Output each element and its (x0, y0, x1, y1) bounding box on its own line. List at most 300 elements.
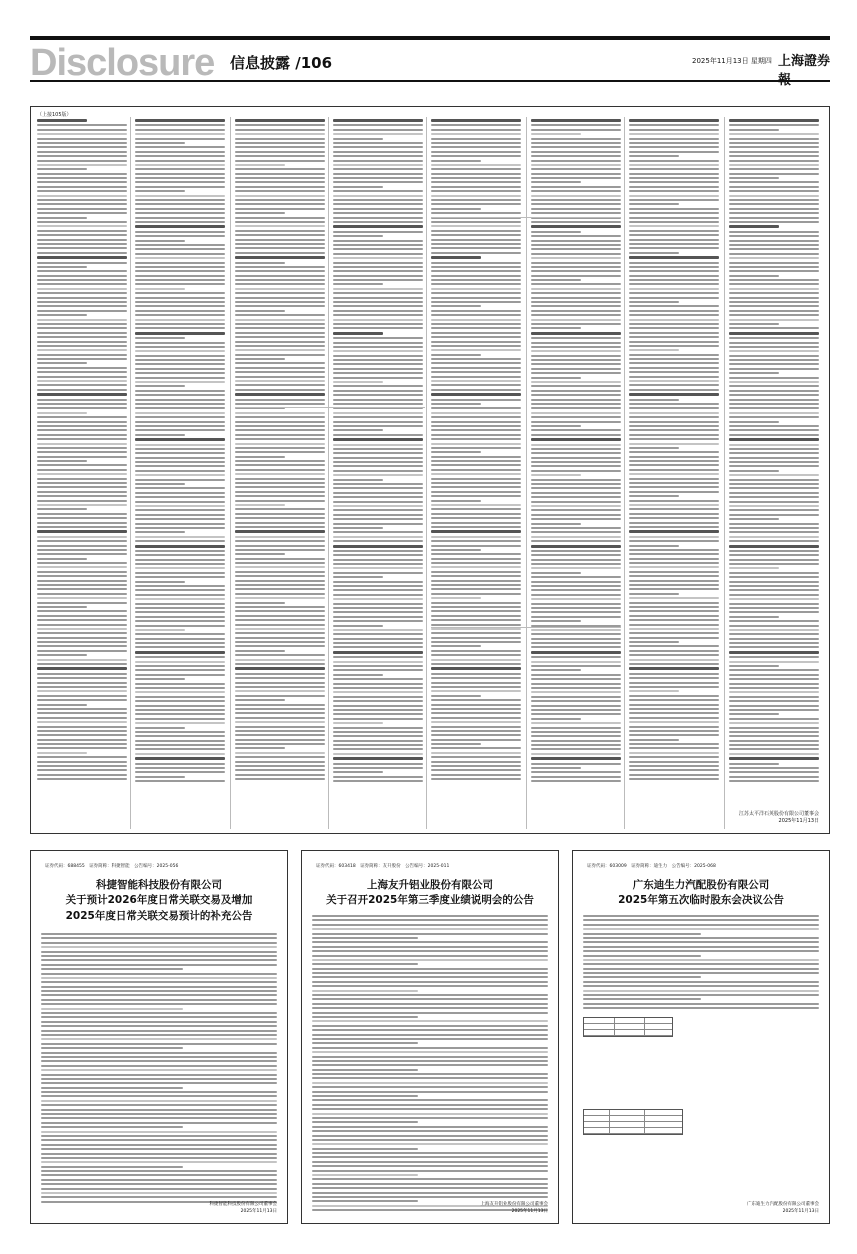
text-line (729, 416, 819, 418)
text-line (333, 638, 423, 640)
text-line (629, 119, 719, 122)
text-line (629, 730, 719, 732)
text-line (333, 496, 423, 498)
text-line (235, 597, 325, 599)
text-line (431, 756, 521, 758)
text-line (135, 740, 225, 742)
text-line (333, 550, 423, 552)
text-line (583, 985, 819, 987)
text-line (431, 606, 521, 608)
text-line (312, 919, 548, 921)
text-line (729, 638, 819, 640)
text-line (431, 447, 521, 449)
text-line (531, 195, 621, 197)
text-line (629, 438, 719, 440)
text-line (235, 181, 325, 183)
notice-title-line-2: 2025年度日常关联交易预计的补充公告 (65, 910, 253, 922)
text-line (629, 354, 719, 356)
text-line (333, 585, 423, 587)
text-line (37, 371, 127, 373)
text-line (729, 642, 819, 644)
text-line (235, 545, 325, 547)
text-line (531, 536, 621, 538)
text-line (333, 757, 423, 760)
text-line (629, 478, 719, 480)
text-line (729, 669, 819, 671)
text-line (312, 1056, 548, 1058)
text-line (431, 283, 521, 285)
text-line (629, 667, 719, 670)
text-line (629, 305, 719, 307)
text-line (333, 771, 383, 773)
text-line (729, 412, 819, 414)
text-line (37, 610, 127, 612)
column-divider (130, 117, 131, 829)
text-line (235, 354, 325, 356)
text-line (729, 390, 819, 392)
text-line (333, 119, 423, 122)
text-line (729, 151, 819, 153)
text-line (312, 1130, 548, 1132)
text-line (333, 731, 423, 733)
text-line (531, 687, 621, 689)
text-line (629, 778, 719, 780)
text-line (37, 619, 127, 621)
text-line (531, 651, 621, 654)
text-line (431, 173, 521, 175)
text-line (333, 186, 383, 188)
text-line (135, 607, 225, 609)
text-line (235, 726, 325, 728)
text-line (431, 522, 521, 524)
notice-signature (747, 1201, 819, 1215)
text-line (135, 705, 225, 707)
text-line (37, 164, 127, 166)
text-line (629, 412, 719, 414)
text-line (41, 1100, 277, 1102)
text-line (235, 297, 325, 299)
text-line (629, 358, 719, 360)
text-line (235, 650, 285, 652)
text-line (37, 508, 87, 510)
text-line (431, 500, 481, 502)
text-line (135, 452, 225, 454)
text-line (312, 941, 548, 943)
text-line (135, 363, 225, 365)
text-line (135, 554, 225, 556)
text-line (333, 212, 423, 214)
text-line (531, 531, 621, 533)
text-line (135, 138, 225, 140)
text-line (729, 399, 819, 401)
text-line (729, 425, 819, 427)
text-line (135, 177, 225, 179)
text-line (629, 247, 719, 249)
text-line (729, 337, 819, 339)
text-line (135, 283, 225, 285)
text-line (629, 699, 719, 701)
text-line (37, 186, 127, 188)
text-line (431, 734, 521, 736)
text-line (135, 412, 225, 414)
text-line (531, 257, 621, 259)
text-line (531, 425, 581, 427)
text-line (629, 464, 719, 466)
text-line (531, 394, 621, 396)
text-line (235, 522, 325, 524)
text-line (629, 575, 719, 577)
text-line (235, 619, 325, 621)
text-line (135, 483, 185, 485)
text-line (629, 151, 719, 153)
text-line (531, 763, 621, 765)
text-line (629, 164, 719, 166)
text-line (235, 256, 325, 259)
text-line (629, 686, 719, 688)
text-line (629, 628, 719, 630)
text-line (531, 674, 621, 676)
text-line (135, 164, 225, 166)
text-line (135, 505, 225, 507)
text-line (431, 429, 521, 431)
text-line (235, 208, 325, 210)
text-line (531, 585, 621, 587)
text-line (37, 545, 127, 547)
text-line (333, 523, 423, 525)
text-line (41, 1179, 277, 1181)
text-line (729, 394, 819, 396)
text-line (312, 1077, 548, 1079)
text-line (37, 243, 127, 245)
text-line (531, 540, 621, 542)
text-line (135, 407, 225, 409)
text-line (333, 603, 423, 605)
text-line (431, 336, 521, 338)
text-line (135, 656, 225, 658)
text-line (235, 456, 285, 458)
text-line (312, 1104, 548, 1106)
text-line (235, 486, 325, 488)
text-line (135, 479, 225, 481)
text-line (431, 354, 481, 356)
text-line (37, 562, 127, 564)
text-line (431, 588, 521, 590)
text-line (333, 381, 383, 383)
text-line (235, 500, 325, 502)
text-line (312, 1170, 548, 1172)
text-line (235, 199, 325, 201)
text-line (135, 523, 225, 525)
text-line (729, 434, 819, 436)
text-line (312, 1148, 418, 1150)
text-line (333, 776, 423, 778)
text-line (531, 465, 621, 467)
text-line (583, 950, 819, 952)
text-line (531, 359, 621, 361)
text-line (729, 429, 819, 431)
notice-yousheng (301, 850, 559, 1224)
text-line (135, 457, 225, 459)
text-line (583, 933, 701, 935)
text-line (135, 731, 225, 733)
text-line (629, 752, 719, 754)
text-line (135, 253, 225, 255)
text-line (431, 345, 521, 347)
text-line (629, 367, 719, 369)
text-line (41, 1139, 277, 1141)
text-line (41, 977, 277, 979)
text-line (135, 195, 225, 197)
text-line (629, 362, 719, 364)
text-line (312, 998, 548, 1000)
text-line (431, 212, 521, 214)
text-line (431, 721, 521, 723)
text-line (629, 540, 719, 542)
text-line (235, 677, 325, 679)
text-line (312, 1091, 548, 1093)
text-line (37, 292, 127, 294)
text-line (431, 486, 521, 488)
text-line (37, 327, 127, 329)
section-divider (431, 217, 621, 218)
text-line (312, 928, 548, 930)
text-line (431, 403, 481, 405)
text-line (235, 327, 325, 329)
text-line (235, 517, 325, 519)
text-line (729, 713, 779, 715)
notice-signature-date: 2025年11月13日 (782, 1209, 819, 1214)
text-line (431, 425, 521, 427)
text-line (135, 625, 225, 627)
text-line (37, 526, 127, 528)
text-line (135, 377, 225, 379)
text-line (135, 646, 225, 648)
text-line (37, 416, 127, 418)
text-line (629, 677, 719, 679)
text-line (235, 743, 325, 745)
text-line (37, 739, 127, 741)
text-line (135, 683, 225, 685)
text-line (431, 619, 521, 621)
text-line (583, 990, 819, 992)
text-line (333, 470, 423, 472)
text-line (333, 527, 383, 529)
text-line (312, 1095, 418, 1097)
text-line (333, 607, 423, 609)
text-line (629, 142, 719, 144)
text-line (37, 624, 127, 626)
text-line (729, 279, 819, 281)
text-line (629, 407, 719, 409)
text-line (135, 757, 225, 760)
text-line (333, 244, 423, 246)
text-line (135, 669, 225, 671)
text-line (729, 133, 819, 135)
text-line (333, 195, 423, 197)
text-line (531, 186, 621, 188)
text-line (235, 239, 325, 241)
text-line (531, 753, 621, 755)
text-line (531, 470, 621, 472)
text-line (37, 262, 127, 264)
text-line (312, 1108, 548, 1110)
text-line (41, 1192, 277, 1194)
text-line (729, 474, 819, 476)
text-line (312, 924, 548, 926)
text-line (235, 504, 285, 506)
column-divider (230, 117, 231, 829)
text-line (333, 305, 423, 307)
text-line (37, 747, 127, 749)
text-line (135, 199, 225, 201)
text-line (41, 1166, 183, 1168)
text-line (629, 597, 719, 599)
text-line (333, 217, 423, 219)
text-line (531, 181, 581, 183)
text-line (629, 230, 719, 232)
text-line (235, 164, 285, 166)
text-line (531, 523, 581, 525)
text-line (583, 941, 819, 943)
text-line (333, 540, 423, 542)
text-line (41, 933, 277, 935)
text-line (531, 661, 621, 663)
text-line (41, 1043, 277, 1045)
text-line (135, 776, 185, 778)
text-line (235, 266, 325, 268)
text-line (135, 661, 225, 663)
text-line (583, 998, 701, 1000)
text-line (235, 451, 325, 453)
text-line (333, 257, 423, 259)
text-line (333, 319, 423, 321)
text-line (531, 301, 621, 303)
text-line (135, 279, 225, 281)
text-line (729, 700, 819, 702)
text-line (235, 637, 325, 639)
text-line (41, 942, 277, 944)
text-line (235, 491, 325, 493)
text-line (583, 928, 819, 930)
text-line (333, 297, 423, 299)
text-line (431, 517, 521, 519)
text-line (729, 487, 819, 489)
text-line (531, 572, 581, 574)
text-line (531, 337, 621, 339)
text-line (729, 629, 819, 631)
text-line (531, 225, 621, 228)
text-line (431, 243, 521, 245)
text-line (312, 946, 548, 948)
text-line (135, 496, 225, 498)
text-line (431, 704, 521, 706)
text-line (629, 177, 719, 179)
masthead (30, 36, 831, 88)
text-line (37, 146, 127, 148)
column-divider (426, 117, 427, 829)
text-line (235, 389, 325, 391)
notice-body (41, 933, 277, 1205)
text-line (629, 380, 719, 382)
text-line (531, 332, 621, 335)
text-line (333, 514, 423, 516)
upper-signature-date: 2025年11月13日 (778, 818, 819, 824)
text-line (235, 283, 325, 285)
text-line (629, 460, 719, 462)
text-line (235, 310, 285, 312)
text-line (629, 349, 679, 351)
text-line (729, 705, 819, 707)
text-line (333, 248, 423, 250)
text-line (629, 619, 719, 621)
text-line (431, 508, 521, 510)
text-line (333, 683, 423, 685)
text-line (583, 955, 701, 957)
text-line (37, 376, 127, 378)
text-line (333, 337, 423, 339)
text-line (135, 585, 225, 587)
text-line (37, 584, 127, 586)
text-line (235, 774, 325, 776)
text-line (629, 545, 679, 547)
text-line (135, 633, 225, 635)
text-line (431, 610, 521, 612)
text-line (333, 142, 423, 144)
text-line (333, 479, 383, 481)
text-line (531, 319, 621, 321)
text-line (312, 933, 548, 935)
text-line (629, 602, 719, 604)
text-column (135, 119, 225, 785)
text-line (235, 230, 325, 232)
text-line (37, 323, 127, 325)
text-line (135, 262, 225, 264)
text-line (583, 968, 819, 970)
text-line (431, 247, 521, 249)
text-line (729, 465, 819, 467)
text-line (235, 403, 325, 405)
text-line (333, 461, 423, 463)
text-line (37, 645, 127, 647)
text-line (135, 527, 225, 529)
text-line (41, 1025, 277, 1027)
voting-table (583, 1017, 673, 1037)
text-line (235, 469, 325, 471)
text-line (729, 138, 819, 140)
text-line (135, 603, 225, 605)
text-line (333, 288, 423, 290)
text-line (312, 963, 418, 965)
text-line (333, 434, 423, 436)
text-line (431, 292, 521, 294)
text-line (629, 270, 719, 272)
text-line (431, 142, 521, 144)
text-line (531, 129, 621, 131)
text-line (235, 460, 325, 462)
text-line (235, 323, 325, 325)
notice-title-line-1: 关于预计2026年度日常关联交易及增加 (65, 894, 253, 906)
text-line (41, 1174, 277, 1176)
text-line (333, 767, 423, 769)
text-line (729, 540, 819, 542)
text-line (333, 722, 383, 724)
text-line (135, 151, 225, 153)
notice-title-line-1: 2025年第五次临时股东会决议公告 (618, 894, 784, 906)
text-line (531, 554, 621, 556)
text-line (583, 976, 701, 978)
text-line (37, 677, 127, 679)
text-line (431, 138, 521, 140)
